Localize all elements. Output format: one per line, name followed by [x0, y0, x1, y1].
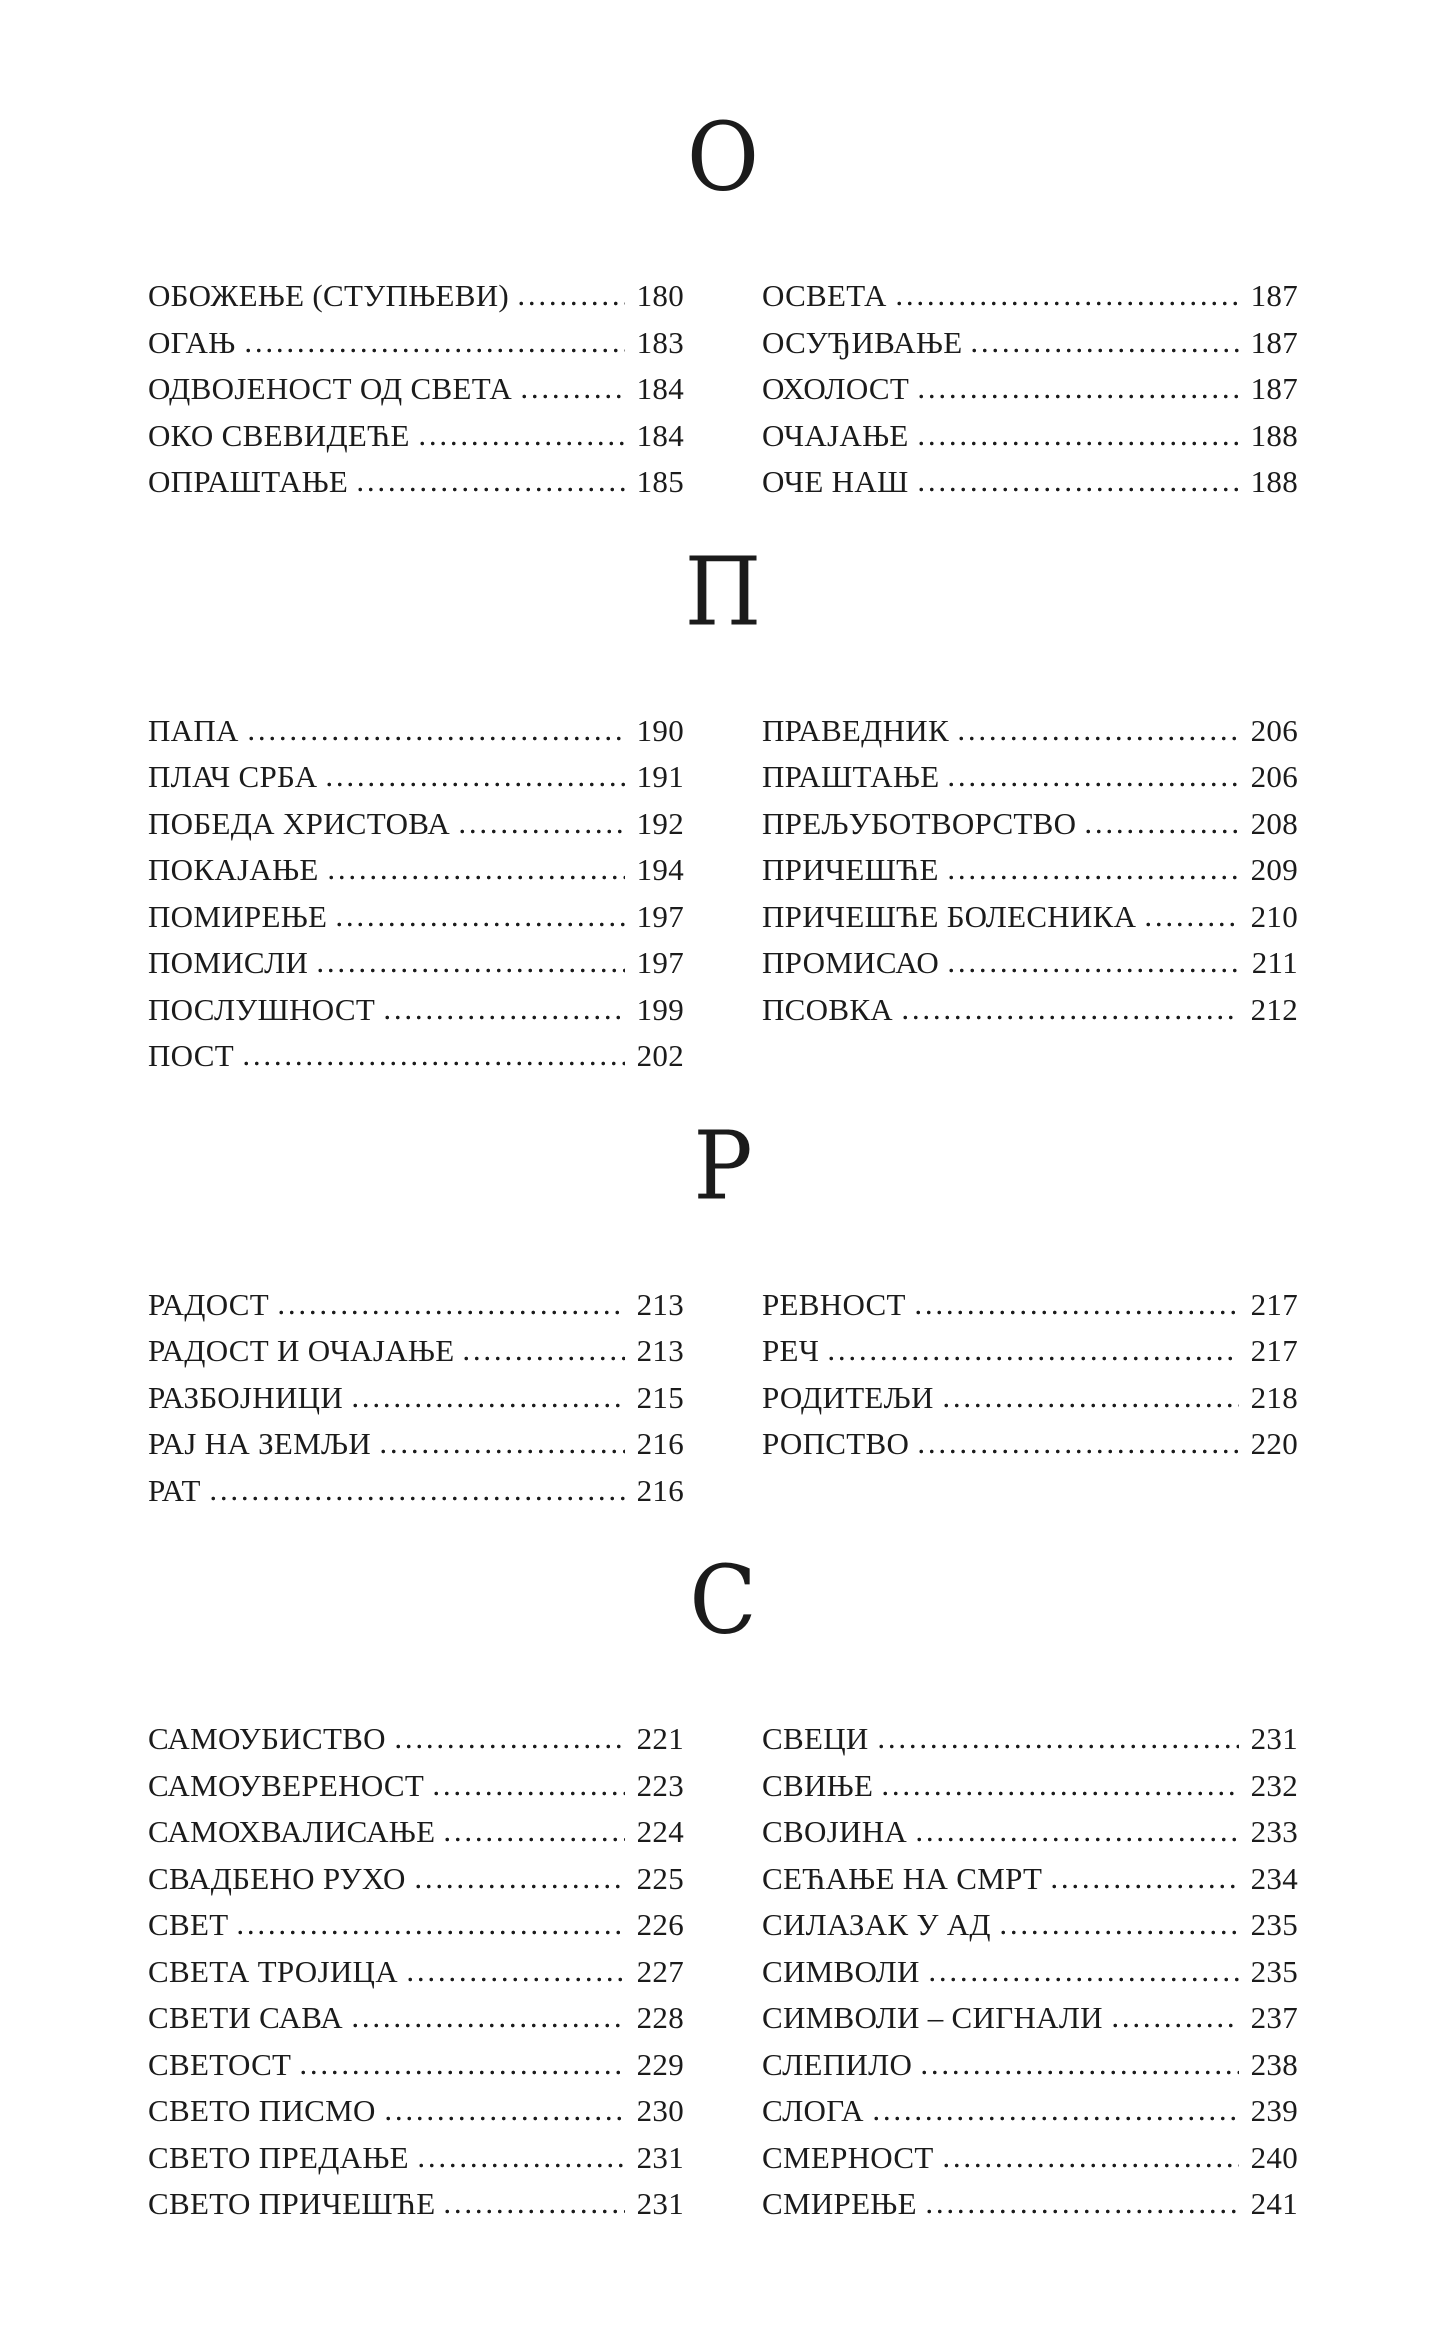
section-columns: [148, 1721, 1298, 2233]
toc-column: [148, 1287, 684, 1520]
section-letter: С: [689, 1543, 757, 1656]
toc-entry: [762, 1954, 1298, 2001]
entry-page-number: 216: [636, 1472, 684, 1508]
toc-entry: [148, 1473, 684, 1520]
toc-entry: [762, 2093, 1298, 2140]
entry-page-number: 240: [1250, 2139, 1298, 2175]
entry-title: РЕВНОСТ: [762, 1286, 906, 1322]
entry-page-number: 192: [636, 805, 684, 841]
entry-page-number: 233: [1250, 1814, 1298, 1849]
toc-entry: [148, 852, 684, 899]
entry-page-number: 235: [1250, 1907, 1298, 1942]
dot-leader: [941, 1403, 1239, 1408]
dot-leader: [405, 1977, 625, 1982]
entry-title: ОЧАЈАЊЕ: [762, 417, 909, 453]
entry-title: СВОЈИНА: [762, 1814, 908, 1849]
toc-entry: [762, 418, 1298, 465]
toc-entry: [148, 1038, 684, 1085]
dot-leader: [946, 782, 1239, 787]
entry-page-number: 227: [636, 1953, 684, 1989]
entry-page-number: 224: [636, 1814, 684, 1849]
dot-leader: [998, 1930, 1239, 1935]
dot-leader: [383, 2116, 625, 2121]
entry-title: РАДОСТ: [148, 1286, 269, 1322]
entry-page-number: 231: [636, 2186, 684, 2221]
entry-title: СВЕЦИ: [762, 1721, 869, 1756]
entry-page-number: 217: [1250, 1333, 1298, 1368]
entry-title: САМОУВЕРЕНОСТ: [148, 1767, 425, 1803]
dot-leader: [326, 875, 625, 880]
entry-page-number: 216: [636, 1426, 684, 1461]
toc-entry: [762, 2000, 1298, 2047]
dot-leader: [876, 1744, 1239, 1749]
toc-entry: [762, 945, 1298, 992]
toc-section: [148, 1531, 1298, 2233]
section-columns: [148, 713, 1298, 1085]
entry-page-number: 217: [1250, 1286, 1298, 1322]
toc-entry: [148, 759, 684, 806]
dot-leader: [235, 1930, 625, 1935]
dot-leader: [914, 1837, 1239, 1842]
dot-leader: [880, 1791, 1239, 1796]
entry-title: РАДОСТ И ОЧАЈАЊЕ: [148, 1333, 455, 1368]
entry-title: САМОХВАЛИСАЊЕ: [148, 1814, 436, 1849]
dot-leader: [457, 829, 625, 834]
section-letter: О: [686, 100, 760, 213]
entry-page-number: 206: [1250, 712, 1298, 748]
dot-leader: [324, 782, 625, 787]
dot-leader: [417, 441, 625, 446]
entry-title: ОПРАШТАЊЕ: [148, 464, 349, 499]
dot-leader: [246, 736, 625, 741]
toc-entry: [148, 806, 684, 853]
dot-leader: [315, 968, 625, 973]
toc-entry: [762, 278, 1298, 325]
toc-entry: [762, 2140, 1298, 2187]
entry-title: ОГАЊ: [148, 324, 236, 360]
entry-title: РЕЧ: [762, 1333, 820, 1368]
entry-page-number: 212: [1250, 991, 1298, 1027]
dot-leader: [350, 2023, 625, 2028]
dot-leader: [871, 2116, 1239, 2121]
dot-leader: [208, 1496, 625, 1501]
entry-title: СВЕТА ТРОЈИЦА: [148, 1953, 398, 1989]
entry-page-number: 210: [1250, 898, 1298, 934]
entry-page-number: 223: [636, 1767, 684, 1803]
toc-entry: [762, 1721, 1298, 1768]
toc-entry: [148, 1907, 684, 1954]
entry-page-number: 241: [1250, 2186, 1298, 2221]
entry-page-number: 237: [1250, 2000, 1298, 2035]
entry-page-number: 190: [636, 712, 684, 748]
dot-leader: [413, 1884, 625, 1889]
section-letter: Р: [693, 1109, 753, 1221]
toc-entry: [762, 1861, 1298, 1908]
dot-leader: [927, 1977, 1239, 1982]
section-ornament: [148, 88, 1298, 226]
toc-entry: [762, 325, 1298, 372]
entry-page-number: 221: [636, 1721, 684, 1756]
dot-leader: [919, 2070, 1239, 2075]
section-letter: П: [684, 535, 762, 647]
entry-title: ОКО СВЕВИДЕЋЕ: [148, 417, 410, 453]
toc-entry: [762, 2047, 1298, 2094]
entry-page-number: 187: [1250, 278, 1298, 313]
toc-column: [762, 1287, 1298, 1473]
dot-leader: [916, 394, 1239, 399]
entry-page-number: 208: [1250, 805, 1298, 841]
dot-leader: [916, 1449, 1239, 1454]
entry-title: ПРАШТАЊЕ: [762, 759, 940, 794]
toc-entry: [148, 2047, 684, 2094]
entry-page-number: 180: [636, 278, 684, 313]
dot-leader: [1110, 2023, 1239, 2028]
dot-leader: [442, 1837, 625, 1842]
entry-page-number: 202: [636, 1038, 684, 1073]
toc-entry: [148, 899, 684, 946]
entry-title: СМЕРНОСТ: [762, 2139, 934, 2175]
dot-leader: [1083, 829, 1239, 834]
dot-leader: [913, 1310, 1239, 1315]
entry-title: ПАПА: [148, 712, 239, 748]
entry-title: РАТ: [148, 1472, 201, 1508]
toc-entry: [148, 418, 684, 465]
entry-title: ПОМИРЕЊЕ: [148, 898, 328, 934]
entry-page-number: 197: [636, 898, 684, 934]
entry-title: ОБОЖЕЊЕ (СТУПЊЕВИ): [148, 278, 510, 313]
entry-title: ОСУЂИВАЊЕ: [762, 324, 963, 360]
entry-page-number: 184: [636, 371, 684, 406]
toc-entry: [148, 713, 684, 760]
toc-entry: [762, 1287, 1298, 1334]
dot-leader: [393, 1744, 625, 1749]
dot-leader: [276, 1310, 625, 1315]
toc-column: [148, 278, 684, 511]
toc-entry: [762, 759, 1298, 806]
entry-page-number: 184: [636, 417, 684, 453]
toc-entry: [148, 1380, 684, 1427]
toc-entry: [148, 2186, 684, 2233]
dot-leader: [355, 487, 625, 492]
toc-entry: [762, 1380, 1298, 1427]
toc-sections: [148, 88, 1298, 2233]
toc-entry: [148, 992, 684, 1039]
entry-page-number: 187: [1250, 324, 1298, 360]
entry-page-number: 213: [636, 1333, 684, 1368]
dot-leader: [946, 968, 1239, 973]
entry-page-number: 220: [1250, 1426, 1298, 1461]
entry-page-number: 232: [1250, 1767, 1298, 1803]
section-columns: [148, 278, 1298, 511]
toc-entry: [762, 1907, 1298, 1954]
entry-title: СИМВОЛИ – СИГНАЛИ: [762, 2000, 1103, 2035]
entry-page-number: 215: [636, 1379, 684, 1415]
toc-entry: [762, 464, 1298, 511]
toc-entry: [148, 1721, 684, 1768]
toc-entry: [148, 1768, 684, 1815]
toc-entry: [762, 371, 1298, 418]
dot-leader: [241, 1061, 625, 1066]
entry-title: ПСОВКА: [762, 991, 893, 1027]
dot-leader: [461, 1356, 625, 1361]
toc-entry: [148, 1426, 684, 1473]
section-ornament: [148, 523, 1298, 661]
entry-title: РАЈ НА ЗЕМЉИ: [148, 1426, 372, 1461]
toc-entry: [148, 1861, 684, 1908]
dot-leader: [894, 301, 1239, 306]
entry-page-number: 199: [636, 991, 684, 1027]
toc-entry: [762, 1333, 1298, 1380]
entry-page-number: 234: [1250, 1860, 1298, 1896]
toc-entry: [762, 992, 1298, 1039]
toc-entry: [762, 806, 1298, 853]
entry-title: ОЧЕ НАШ: [762, 464, 909, 499]
toc-entry: [762, 2186, 1298, 2233]
toc-entry: [148, 1333, 684, 1380]
entry-title: СВЕТО ПРЕДАЊЕ: [148, 2139, 409, 2175]
dot-leader: [826, 1356, 1239, 1361]
toc-entry: [148, 1814, 684, 1861]
dot-leader: [946, 875, 1239, 880]
toc-column: [762, 278, 1298, 511]
entry-title: ПОСТ: [148, 1038, 234, 1073]
toc-entry: [762, 852, 1298, 899]
entry-title: ПОКАЈАЊЕ: [148, 852, 319, 887]
dot-leader: [431, 1791, 625, 1796]
toc-entry: [148, 278, 684, 325]
entry-title: САМОУБИСТВО: [148, 1721, 386, 1756]
entry-title: ПОСЛУШНОСТ: [148, 991, 376, 1027]
entry-page-number: 211: [1251, 945, 1298, 980]
dot-leader: [1049, 1884, 1239, 1889]
dot-leader: [382, 1015, 625, 1020]
section-ornament: [148, 1531, 1298, 1669]
entry-page-number: 187: [1250, 371, 1298, 406]
entry-title: ПРЕЉУБОТВОРСТВО: [762, 805, 1077, 841]
toc-entry: [148, 371, 684, 418]
dot-leader: [519, 394, 625, 399]
entry-title: ПОМИСЛИ: [148, 945, 309, 980]
entry-page-number: 238: [1250, 2046, 1298, 2082]
entry-page-number: 228: [636, 2000, 684, 2035]
entry-title: СМИРЕЊЕ: [762, 2186, 917, 2221]
toc-section: [148, 1097, 1298, 1520]
entry-page-number: 194: [636, 852, 684, 887]
toc-entry: [148, 1954, 684, 2001]
toc-section: [148, 88, 1298, 511]
toc-entry: [762, 1426, 1298, 1473]
toc-entry: [148, 2093, 684, 2140]
toc-entry: [148, 2140, 684, 2187]
entry-page-number: 230: [636, 2093, 684, 2128]
entry-title: ПРИЧЕШЋЕ: [762, 852, 939, 887]
dot-leader: [243, 348, 625, 353]
toc-entry: [148, 464, 684, 511]
entry-page-number: 231: [1250, 1721, 1298, 1756]
toc-entry: [762, 1814, 1298, 1861]
entry-title: СВЕТО ПРИЧЕШЋЕ: [148, 2186, 436, 2221]
entry-title: СВИЊЕ: [762, 1767, 874, 1803]
entry-page-number: 229: [636, 2046, 684, 2082]
toc-entry: [148, 945, 684, 992]
entry-page-number: 235: [1250, 1953, 1298, 1989]
entry-page-number: 209: [1250, 852, 1298, 887]
entry-page-number: 218: [1250, 1379, 1298, 1415]
entry-title: ПРИЧЕШЋЕ БОЛЕСНИКА: [762, 898, 1137, 934]
entry-page-number: 191: [636, 759, 684, 794]
dot-leader: [298, 2070, 625, 2075]
toc-column: [762, 1721, 1298, 2233]
entry-title: ОДВОЈЕНОСТ ОД СВЕТА: [148, 371, 513, 406]
entry-page-number: 185: [636, 464, 684, 499]
dot-leader: [916, 487, 1239, 492]
entry-title: СЛЕПИЛО: [762, 2046, 913, 2082]
dot-leader: [378, 1449, 625, 1454]
entry-title: СИМВОЛИ: [762, 1953, 920, 1989]
dot-leader: [442, 2209, 625, 2214]
dot-leader: [900, 1015, 1239, 1020]
entry-title: СВЕТ: [148, 1907, 229, 1942]
entry-title: РОПСТВО: [762, 1426, 910, 1461]
toc-entry: [762, 899, 1298, 946]
entry-page-number: 188: [1250, 464, 1298, 499]
entry-title: СВЕТОСТ: [148, 2046, 292, 2082]
entry-title: СИЛАЗАК У АД: [762, 1907, 991, 1942]
entry-page-number: 183: [636, 324, 684, 360]
entry-title: ПЛАЧ СРБА: [148, 759, 318, 794]
toc-section: [148, 523, 1298, 1085]
toc-entry: [762, 1768, 1298, 1815]
dot-leader: [334, 922, 625, 927]
dot-leader: [916, 441, 1239, 446]
toc-entry: [148, 2000, 684, 2047]
entry-title: РОДИТЕЉИ: [762, 1379, 934, 1415]
entry-title: СЛОГА: [762, 2093, 864, 2128]
dot-leader: [969, 348, 1239, 353]
dot-leader: [1143, 922, 1239, 927]
entry-page-number: 231: [636, 2139, 684, 2175]
entry-title: ОСВЕТА: [762, 278, 887, 313]
entry-title: РАЗБОЈНИЦИ: [148, 1379, 344, 1415]
entry-title: ПРОМИСАО: [762, 945, 940, 980]
entry-title: СВЕТИ САВА: [148, 2000, 343, 2035]
toc-column: [148, 1721, 684, 2233]
dot-leader: [924, 2209, 1239, 2214]
entry-page-number: 206: [1250, 759, 1298, 794]
section-columns: [148, 1287, 1298, 1520]
toc-column: [148, 713, 684, 1085]
entry-page-number: 197: [636, 945, 684, 980]
entry-title: ОХОЛОСТ: [762, 371, 910, 406]
entry-page-number: 188: [1250, 417, 1298, 453]
toc-entry: [148, 325, 684, 372]
entry-title: ПОБЕДА ХРИСТОВА: [148, 805, 451, 841]
section-ornament: [148, 1097, 1298, 1235]
entry-page-number: 213: [636, 1286, 684, 1322]
dot-leader: [956, 736, 1239, 741]
dot-leader: [350, 1403, 625, 1408]
entry-title: ПРАВЕДНИК: [762, 712, 949, 748]
toc-entry: [148, 1287, 684, 1334]
entry-page-number: 225: [636, 1860, 684, 1896]
entry-page-number: 239: [1250, 2093, 1298, 2128]
entry-title: СЕЋАЊЕ НА СМРТ: [762, 1860, 1043, 1896]
dot-leader: [941, 2163, 1239, 2168]
entry-title: СВАДБЕНО РУХО: [148, 1860, 406, 1896]
toc-entry: [762, 713, 1298, 760]
dot-leader: [516, 301, 625, 306]
dot-leader: [416, 2163, 625, 2168]
entry-title: СВЕТО ПИСМО: [148, 2093, 376, 2128]
entry-page-number: 226: [636, 1907, 684, 1942]
toc-column: [762, 713, 1298, 1039]
